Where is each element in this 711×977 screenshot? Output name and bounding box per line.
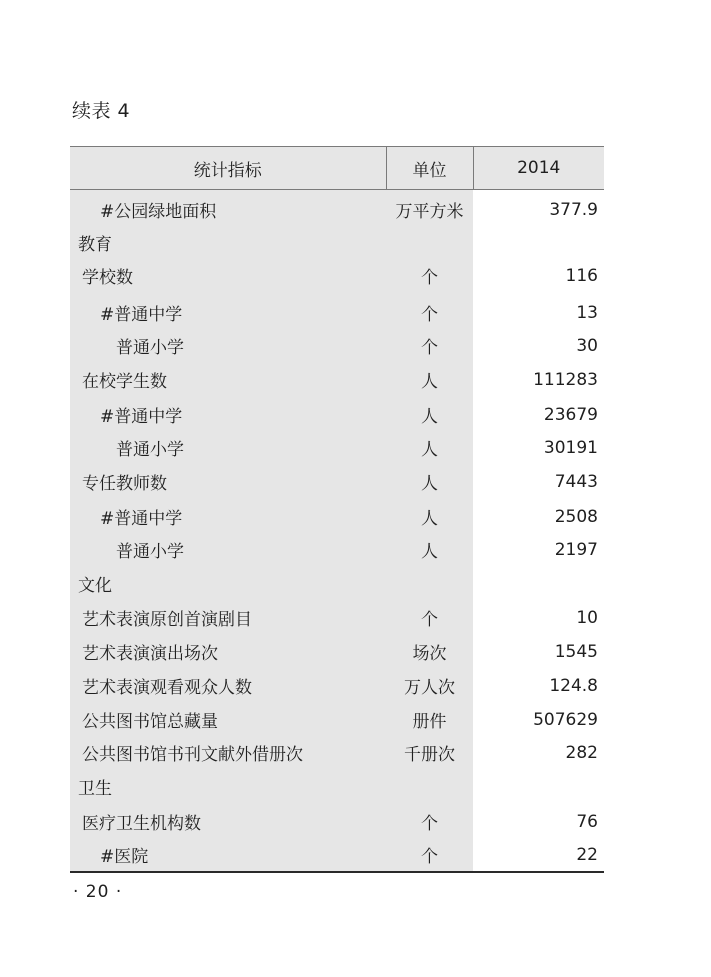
row-label: 公共图书馆总藏量 xyxy=(70,703,386,737)
row-unit xyxy=(386,566,473,601)
row-value: 23679 xyxy=(473,398,604,432)
row-unit: 人 xyxy=(386,432,473,464)
table-row xyxy=(70,635,604,669)
row-label: 艺术表演演出场次 xyxy=(70,635,386,669)
table-row xyxy=(70,230,604,256)
row-unit: 个 xyxy=(386,256,473,296)
table-row xyxy=(70,190,604,230)
table-row xyxy=(70,296,604,330)
row-unit xyxy=(386,769,473,805)
row-label: 专任教师数 xyxy=(70,464,386,500)
table-row xyxy=(70,398,604,432)
row-label: 在校学生数 xyxy=(70,362,386,398)
table-row xyxy=(70,534,604,566)
row-value: 30191 xyxy=(473,432,604,464)
row-label: 卫生 xyxy=(70,769,386,805)
row-value: 124.8 xyxy=(473,669,604,703)
row-unit: 人 xyxy=(386,362,473,398)
row-label: 普通小学 xyxy=(70,534,386,566)
table-caption: 续表 4 xyxy=(72,100,131,122)
row-unit: 人 xyxy=(386,398,473,432)
row-value: 76 xyxy=(473,805,604,839)
row-unit: 人 xyxy=(386,534,473,566)
table-row xyxy=(70,464,604,500)
page-number: · 20 · xyxy=(73,882,123,902)
row-value: 13 xyxy=(473,296,604,330)
row-value: 10 xyxy=(473,601,604,635)
row-value: 7443 xyxy=(473,464,604,500)
row-value: 22 xyxy=(473,839,604,872)
row-label: #公园绿地面积 xyxy=(70,190,386,230)
row-unit: 个 xyxy=(386,805,473,839)
row-label: 教育 xyxy=(70,230,386,256)
row-value: 2508 xyxy=(473,500,604,534)
row-label: #普通中学 xyxy=(70,398,386,432)
row-unit: 个 xyxy=(386,296,473,330)
row-label: 艺术表演原创首演剧目 xyxy=(70,601,386,635)
table-header-row xyxy=(70,147,604,190)
row-label: 医疗卫生机构数 xyxy=(70,805,386,839)
row-unit: 万人次 xyxy=(386,669,473,703)
row-value: 507629 xyxy=(473,703,604,737)
row-label: #普通中学 xyxy=(70,500,386,534)
row-value: 111283 xyxy=(473,362,604,398)
row-unit: 场次 xyxy=(386,635,473,669)
row-unit: 个 xyxy=(386,839,473,872)
row-unit: 个 xyxy=(386,601,473,635)
row-label: 学校数 xyxy=(70,256,386,296)
header-year: 2014 xyxy=(473,147,604,190)
table-row xyxy=(70,839,604,872)
row-label: 公共图书馆书刊文献外借册次 xyxy=(70,737,386,769)
table-row xyxy=(70,769,604,805)
table-row xyxy=(70,432,604,464)
row-value xyxy=(473,230,604,256)
row-value: 1545 xyxy=(473,635,604,669)
row-value: 2197 xyxy=(473,534,604,566)
row-unit: 册件 xyxy=(386,703,473,737)
table-row xyxy=(70,805,604,839)
row-label: #普通中学 xyxy=(70,296,386,330)
row-label: 艺术表演观看观众人数 xyxy=(70,669,386,703)
row-value xyxy=(473,769,604,805)
row-unit: 个 xyxy=(386,330,473,362)
row-label: 文化 xyxy=(70,566,386,601)
row-value xyxy=(473,566,604,601)
row-value: 377.9 xyxy=(473,190,604,230)
table-row xyxy=(70,703,604,737)
table-row xyxy=(70,669,604,703)
table-row xyxy=(70,601,604,635)
table-row xyxy=(70,362,604,398)
table-row xyxy=(70,500,604,534)
table-row xyxy=(70,737,604,769)
row-value: 282 xyxy=(473,737,604,769)
row-unit: 万平方米 xyxy=(386,190,473,230)
header-indicator: 统计指标 xyxy=(70,147,386,190)
table-row xyxy=(70,256,604,296)
table-row xyxy=(70,330,604,362)
row-unit: 人 xyxy=(386,500,473,534)
row-value: 116 xyxy=(473,256,604,296)
row-value: 30 xyxy=(473,330,604,362)
row-unit xyxy=(386,230,473,256)
row-unit: 千册次 xyxy=(386,737,473,769)
row-label: 普通小学 xyxy=(70,330,386,362)
table-body xyxy=(70,190,604,872)
header-unit: 单位 xyxy=(386,147,473,190)
table-row xyxy=(70,566,604,601)
row-unit: 人 xyxy=(386,464,473,500)
row-label: #医院 xyxy=(70,839,386,872)
row-label: 普通小学 xyxy=(70,432,386,464)
statistics-table xyxy=(70,146,604,873)
